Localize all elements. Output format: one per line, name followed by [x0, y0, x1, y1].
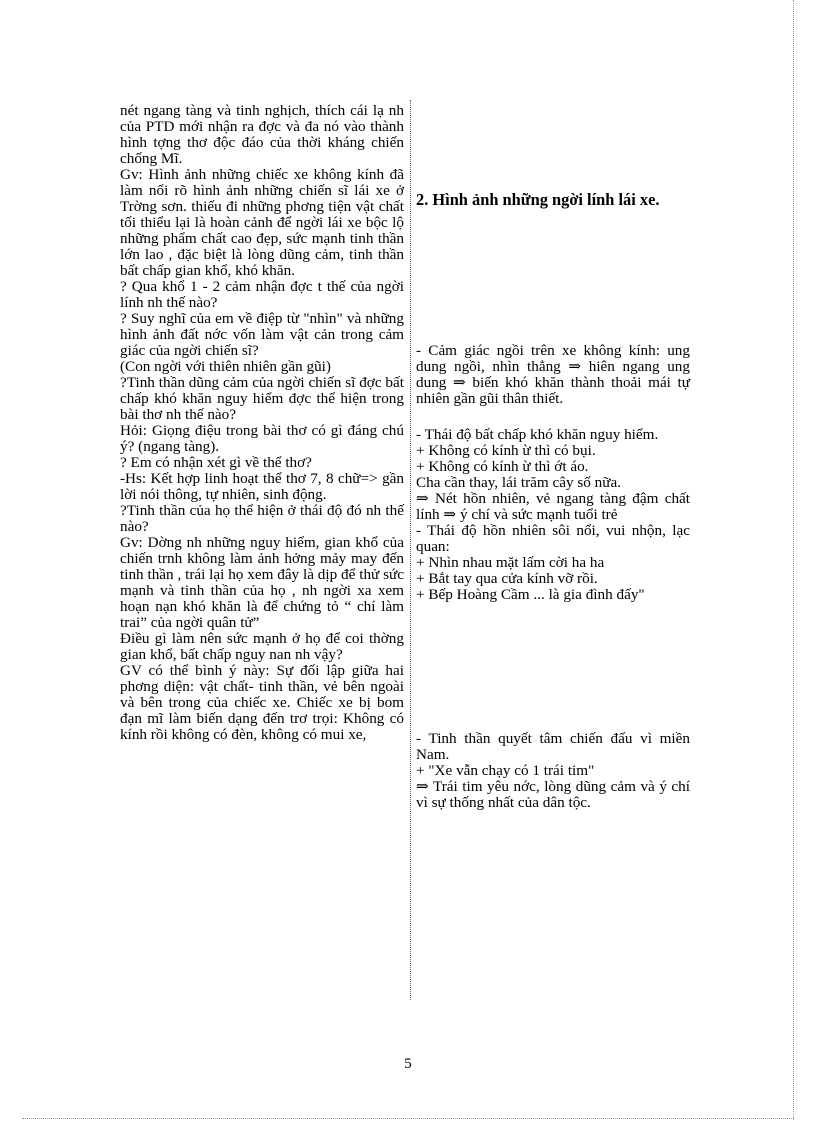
left-para-6: ?Tinh thần dũng cảm của ngời chiến sĩ đợc bất chấp khó khăn nguy hiểm đợc thể hiện trong bài thơ nh thế nào? [120, 374, 404, 423]
right-para-9: + Bắt tay qua cửa kính vỡ rồi. [416, 570, 598, 587]
left-para-4: ? Suy nghĩ của em về điệp từ "nhìn" và những hình ảnh đất nớc vốn làm vật cản trong cảm giác của ngời chiến sĩ? [120, 310, 404, 359]
right-para-1: - Cảm giác ngồi trên xe không kính: ung dung ngồi, nhìn thẳng ⇒ hiên ngang ung dung ⇒ biến khó khăn thành thoải mái tự nhiên gần gũi thân thiết. [416, 342, 690, 407]
right-para-11: - Tinh thần quyết tâm chiến đấu vì miền Nam. [416, 730, 690, 763]
section-heading: 2. Hình ảnh những ngời lính lái xe. [416, 190, 660, 209]
right-para-8: + Nhìn nhau mặt lấm cời ha ha [416, 554, 605, 571]
left-para-3: ? Qua khổ 1 - 2 cảm nhận đợc t thế của ngời lính nh thế nào? [120, 278, 404, 311]
right-dotted-rule [793, 0, 794, 1120]
column-divider [410, 100, 411, 1000]
left-column [120, 103, 404, 743]
right-para-2: - Thái độ bất chấp khó khăn nguy hiểm. [416, 426, 659, 443]
left-para-2: Gv: Hình ảnh những chiếc xe không kính đã làm nổi rõ hình ảnh những chiến sĩ lái xe ở Trờng sơn. thiếu đi những phơng tiện vật chất tối thiểu lại là hoàn cảnh để ngời lái xe bộc lộ những phẩm chất cao đẹp, sức mạnh tinh thần lớn lao , đặc biệt là lòng dũng cảm, tinh thần bất chấp gian khổ, khó khăn. [120, 166, 404, 279]
bottom-dotted-rule [22, 1118, 794, 1119]
left-para-8: ? Em có nhận xét gì về thể thơ? [120, 454, 312, 471]
left-para-12: Điều gì làm nên sức mạnh ở họ để coi thờng gian khổ, bất chấp nguy nan nh vậy? [120, 630, 404, 663]
right-para-12: + "Xe vẫn chạy có 1 trái tim" [416, 762, 595, 779]
right-para-3: + Không có kính ừ thì có bụi. [416, 442, 596, 459]
left-para-13: GV có thể bình ý này: Sự đối lập giữa hai phơng diện: vật chất- tinh thần, vẻ bên ngoài và bên trong của chiếc xe. Chiếc xe bị bom đạn mĩ làm biến dạng đến trơ trọi: Không có kính rồi không có đèn, không có mui xe, [120, 662, 404, 743]
right-para-7: - Thái độ hồn nhiên sôi nổi, vui nhộn, lạc quan: [416, 522, 690, 555]
right-para-6: ⇒ Nét hồn nhiên, vẻ ngang tàng đậm chất lính ⇒ ý chí và sức mạnh tuổi trẻ [416, 490, 690, 523]
left-para-7: Hỏi: Giọng điệu trong bài thơ có gì đáng chú ý? (ngang tàng). [120, 422, 404, 455]
left-para-9: -Hs: Kết hợp linh hoạt thể thơ 7, 8 chữ=> gần lời nói thông, tự nhiên, sinh động. [120, 470, 404, 503]
right-column [416, 103, 690, 811]
left-para-5: (Con ngời với thiên nhiên gần gũi) [120, 358, 331, 375]
right-para-10: + Bếp Hoàng Cầm ... là gia đình đấy" [416, 586, 645, 603]
right-para-13: ⇒ Trái tim yêu nớc, lòng dũng cảm và ý chí vì sự thống nhất của dân tộc. [416, 778, 690, 811]
left-para-10: ?Tinh thần của họ thể hiện ở thái độ đó nh thế nào? [120, 502, 404, 535]
left-para-11: Gv: Dờng nh những nguy hiểm, gian khổ của chiến trnh không làm ảnh hởng mảy may đến tinh thần , trái lại họ xem đây là dịp để thử sức mạnh và tinh thần của họ , nh ngời xa xem hoạn nạn khó khăn là để chứng tỏ “ chí làm trai” của ngời quân tử” [120, 534, 404, 631]
page-number: 5 [404, 1056, 412, 1072]
left-para-1: nét ngang tàng và tinh nghịch, thích cái lạ nh của PTD mới nhận ra đợc và đa nó vào thành hình tợng thơ độc đáo của thời kháng chiến chống Mĩ. [120, 102, 404, 167]
right-para-4: + Không có kính ừ thì ớt áo. [416, 458, 589, 475]
right-para-5: Cha cần thay, lái trăm cây số nữa. [416, 474, 622, 491]
